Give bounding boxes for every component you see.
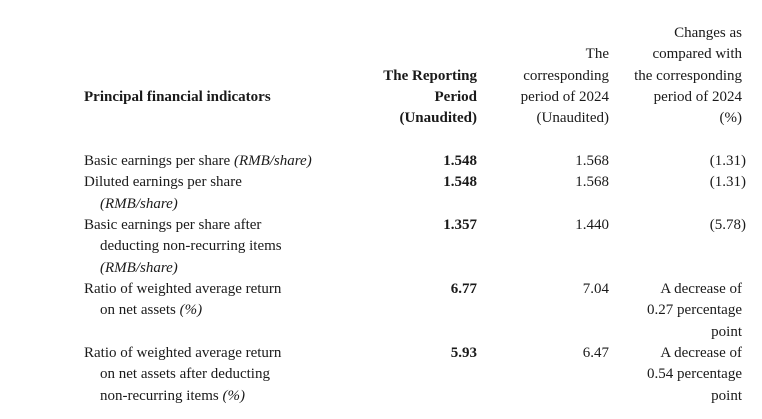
- header-reporting-line1: The Reporting: [383, 68, 477, 84]
- header-changes-line4: period of 2024: [653, 89, 742, 105]
- row-roe-adj-change-line3: point: [711, 388, 742, 404]
- row-roe-reporting: 6.77: [450, 281, 477, 297]
- header-corresponding-line2: corresponding: [523, 68, 609, 84]
- header-changes-line1: Changes as: [674, 25, 742, 41]
- row-basic-eps-adj-corresponding: 1.440: [575, 217, 609, 233]
- header-changes-line2: compared with: [652, 46, 742, 62]
- row-basic-eps-adj-reporting: 1.357: [443, 217, 477, 233]
- row-roe-adj-corresponding: 6.47: [582, 345, 609, 361]
- row-diluted-eps-corresponding: 1.568: [575, 174, 609, 190]
- row-roe-change-line3: point: [711, 324, 742, 340]
- row-roe-label-line1: Ratio of weighted average return: [84, 281, 282, 297]
- row-roe-change-line2: 0.27 percentage: [647, 302, 742, 318]
- row-roe-adj-change-line1: A decrease of: [660, 345, 742, 361]
- header-indicator: Principal financial indicators: [84, 89, 271, 105]
- row-roe-adj-reporting: 5.93: [450, 345, 477, 361]
- row-diluted-eps-unit: (RMB/share): [100, 196, 178, 212]
- header-reporting-line2: Period: [434, 89, 477, 105]
- row-basic-eps-adj-label-line2: deducting non-recurring items: [100, 238, 282, 254]
- row-basic-eps-change: (1.31): [709, 153, 746, 169]
- row-basic-eps-reporting: 1.548: [443, 153, 477, 169]
- header-changes-line3: the corresponding: [634, 68, 742, 84]
- row-basic-eps-adj-change: (5.78): [709, 217, 746, 233]
- header-changes-line5: (%): [719, 110, 742, 126]
- row-roe-adj-label-line3: non-recurring items (%): [100, 388, 245, 404]
- row-diluted-eps-reporting: 1.548: [443, 174, 477, 190]
- row-diluted-eps-label: Diluted earnings per share: [84, 174, 242, 190]
- row-roe-adj-change-line2: 0.54 percentage: [647, 366, 742, 382]
- row-basic-eps-adj-unit: (RMB/share): [100, 260, 178, 276]
- row-basic-eps-adj-label-line1: Basic earnings per share after: [84, 217, 262, 233]
- row-basic-eps-label: Basic earnings per share (RMB/share): [84, 153, 312, 169]
- row-roe-adj-label-line2: on net assets after deducting: [100, 366, 270, 382]
- row-roe-change-line1: A decrease of: [660, 281, 742, 297]
- header-corresponding-line1: The: [585, 46, 609, 62]
- row-basic-eps-corresponding: 1.568: [575, 153, 609, 169]
- row-roe-label-line2: on net assets (%): [100, 302, 203, 318]
- header-corresponding-line4: (Unaudited): [536, 110, 609, 126]
- header-corresponding-line3: period of 2024: [520, 89, 609, 105]
- row-diluted-eps-change: (1.31): [709, 174, 746, 190]
- row-roe-adj-label-line1: Ratio of weighted average return: [84, 345, 282, 361]
- row-roe-corresponding: 7.04: [582, 281, 609, 297]
- header-reporting-line3: (Unaudited): [399, 110, 477, 126]
